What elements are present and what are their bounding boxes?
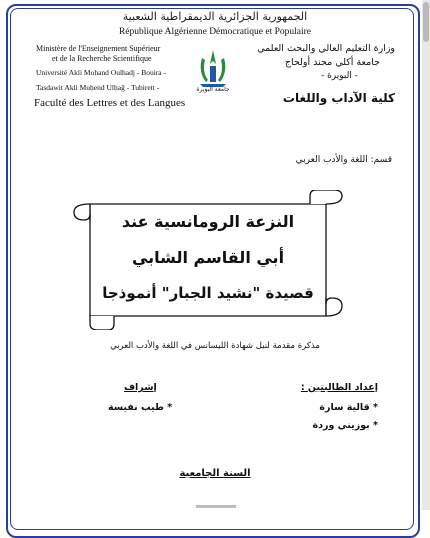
university-fr-line2: Tasdawit Akli Muḥend Ulḥağ - Tubirett - (36, 83, 160, 92)
academic-year-label: السنة الجامعية (179, 468, 251, 479)
department-label: قسم: اللغة والأدب العربي (295, 155, 392, 165)
ministry-fr-line2: et de la Recherche Scientifique (52, 54, 152, 63)
scrollbar-thumb[interactable] (423, 2, 429, 42)
university-ar: جامعة أكلي محند أولحاج (284, 57, 380, 68)
republic-arabic: الجمهورية الجزائرية الديمقراطية الشعبية (122, 10, 308, 23)
university-fr-line1: Université Akli Mohand Oulhadj - Bouira - (36, 68, 166, 77)
supervisor-label: إشراف (124, 382, 157, 393)
ministry-fr-line1: Ministère de l'Enseignement Supérieur (36, 44, 161, 53)
title-line3: قصيدة "نشيد الجبار" أنموذجا (102, 284, 314, 302)
title-line1: النزعة الرومانسية عند (121, 212, 295, 231)
student-name-1: * قالية سارة (319, 402, 378, 413)
students-label: إعداد الطالبتين : (300, 382, 378, 393)
republic-french: République Algérienne Démocratique et Populaire (118, 27, 312, 37)
vertical-scrollbar[interactable] (422, 0, 430, 510)
city-ar: - البويرة - (320, 71, 358, 81)
thesis-subtitle: مذكرة مقدمة لنيل شهادة الليسانس في اللغة والأدب العربي (110, 341, 320, 351)
logo-caption: جامعة البويرة (196, 86, 230, 93)
student-name-2: * بوزيني وردة (312, 420, 378, 431)
faculty-fr: Faculté des Lettres et des Langues (34, 97, 186, 109)
university-logo (188, 48, 238, 94)
academic-year-value (196, 494, 236, 500)
ministry-ar: وزارة التعليم العالي والبحث العلمي (257, 43, 395, 54)
faculty-ar: كلية الآداب واللغات (282, 91, 395, 105)
title-line2: أبي القاسم الشابي (131, 248, 285, 267)
supervisor-name: * طيب نفيسة (108, 402, 173, 413)
title-scroll-banner (68, 190, 348, 330)
